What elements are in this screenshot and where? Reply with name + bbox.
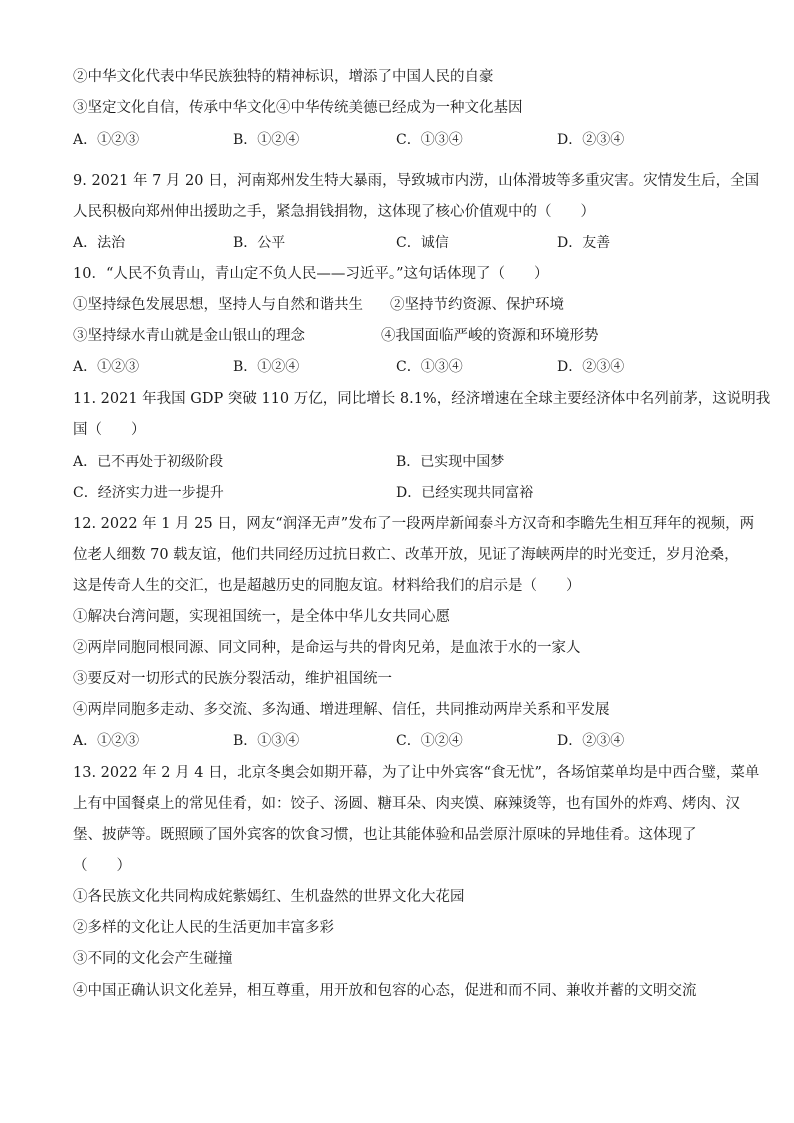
option-b: B．①③④ bbox=[233, 733, 300, 749]
statement-2: ②中华文化代表中华民族独特的精神标识，增添了中国人民的自豪 bbox=[73, 69, 494, 85]
statement-1: ①各民族文化共同构成姹紫嫣红、生机盎然的世界文化大花园 bbox=[73, 889, 465, 905]
statement-4: ④中国正确认识文化差异，相互尊重，用开放和包容的心态，促进和而不同、兼收并蓄的文明交流 bbox=[73, 983, 697, 999]
question-11-text-2: 国（ ） bbox=[73, 422, 146, 438]
statement-4: ④两岸同胞多走动、多交流、多沟通、增进理解、信任，共同推动两岸关系和平发展 bbox=[73, 702, 610, 718]
option-d: D．已经实现共同富裕 bbox=[396, 485, 534, 501]
question-11-text: 11. 2021 年我国 GDP 突破 110 万亿，同比增长 8.1%，经济增速在全球主要经济体中名列前茅，这说明我 bbox=[73, 391, 771, 407]
option-a: A．①②③ bbox=[73, 359, 140, 375]
option-c: C．经济实力进一步提升 bbox=[73, 485, 224, 501]
statement-4: ④我国面临严峻的资源和环境形势 bbox=[381, 328, 599, 344]
statement-3: ③不同的文化会产生碰撞 bbox=[73, 951, 233, 967]
option-c: C．①③④ bbox=[396, 359, 463, 375]
statement-1: ①解决台湾问题，实现祖国统一，是全体中华儿女共同心愿 bbox=[73, 609, 450, 625]
question-13-text: 13. 2022 年 2 月 4 日，北京冬奥会如期开幕，为了让中外宾客“食无忧”，各场馆菜单均是中西合璧，菜单 bbox=[73, 765, 760, 781]
question-13-text-2: 上有中国餐桌上的常见佳肴，如：饺子、汤圆、糖耳朵、肉夹馍、麻辣烫等，也有国外的炸鸡、烤肉、汉 bbox=[73, 796, 740, 812]
option-d: D．②③④ bbox=[557, 733, 625, 749]
option-b: B．公平 bbox=[233, 235, 286, 251]
statement-2: ②两岸同胞同根同源、同文同种，是命运与共的骨肉兄弟，是血浓于水的一家人 bbox=[73, 640, 581, 656]
question-13-text-3: 堡、披萨等。既照顾了国外宾客的饮食习惯，也让其能体验和品尝原汁原味的异地佳肴。这体现了 bbox=[73, 827, 697, 843]
option-b: B．①②④ bbox=[233, 359, 300, 375]
option-b: B．已实现中国梦 bbox=[396, 454, 505, 470]
statement-3: ③坚持绿水青山就是金山银山的理念 bbox=[73, 328, 305, 344]
option-a: A．已不再处于初级阶段 bbox=[73, 454, 224, 470]
statement-1: ①坚持绿色发展思想，坚持人与自然和谐共生 bbox=[73, 297, 363, 313]
option-a: A．法治 bbox=[73, 235, 126, 251]
option-c: C．诚信 bbox=[396, 235, 449, 251]
question-9-text: 9. 2021 年 7 月 20 日，河南郑州发生特大暴雨，导致城市内涝，山体滑坡等多重灾害。灾情发生后，全国 bbox=[73, 173, 760, 189]
option-d: D．②③④ bbox=[557, 359, 625, 375]
question-13-text-4: （ ） bbox=[73, 858, 131, 874]
option-c: C．①②④ bbox=[396, 733, 463, 749]
statement-3-4: ③坚定文化自信，传承中华文化④中华传统美德已经成为一种文化基因 bbox=[73, 100, 523, 116]
option-b: B．①②④ bbox=[233, 132, 300, 148]
statement-3: ③要反对一切形式的民族分裂活动，维护祖国统一 bbox=[73, 671, 392, 687]
question-12-text-2: 位老人细数 70 载友谊，他们共同经历过抗日救亡、改革开放，见证了海峡两岸的时光变迁，岁月沧桑， bbox=[73, 547, 739, 563]
statement-2: ②坚持节约资源、保护环境 bbox=[390, 297, 564, 313]
option-d: D．友善 bbox=[557, 235, 611, 251]
option-a: A．①②③ bbox=[73, 132, 140, 148]
option-a: A．①②③ bbox=[73, 733, 140, 749]
question-9-text-2: 人民积极向郑州伸出援助之手，紧急捐钱捐物，这体现了核心价值观中的（ ） bbox=[73, 204, 595, 220]
question-12-text-3: 这是传奇人生的交汇，也是超越历史的同胞友谊。材料给我们的启示是（ ） bbox=[73, 578, 581, 594]
question-10-text: 10．“人民不负青山，青山定不负人民——习近平。”这句话体现了（ ） bbox=[73, 266, 549, 282]
option-c: C．①③④ bbox=[396, 132, 463, 148]
question-12-text: 12. 2022 年 1 月 25 日，网友“润泽无声”发布了一段两岸新闻泰斗方汉奇和李瞻先生相互拜年的视频，两 bbox=[73, 516, 755, 532]
option-d: D．②③④ bbox=[557, 132, 625, 148]
statement-2: ②多样的文化让人民的生活更加丰富多彩 bbox=[73, 920, 334, 936]
